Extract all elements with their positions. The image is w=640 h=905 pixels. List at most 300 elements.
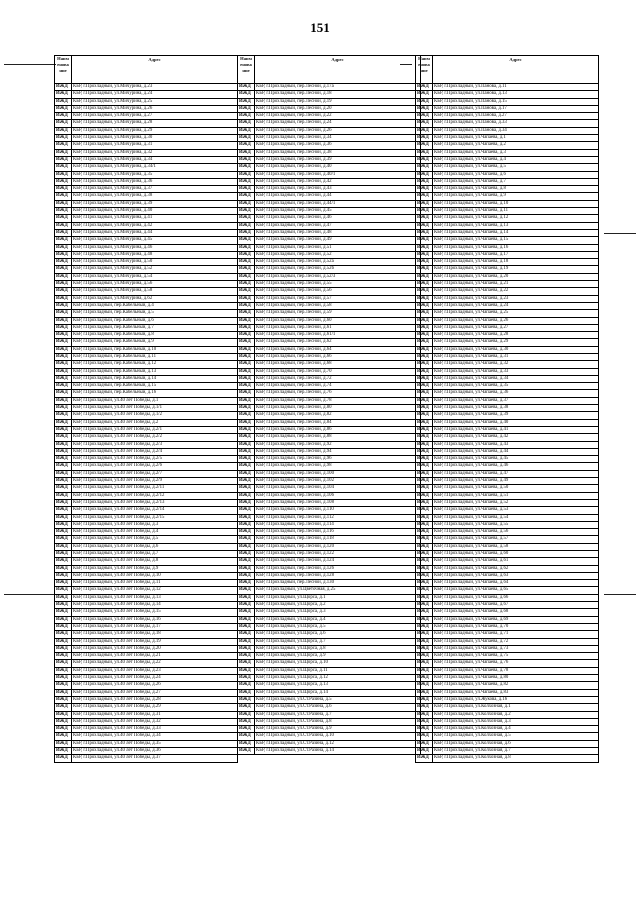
object-type-cell: ИЖД <box>416 273 433 280</box>
address-cell: КБР, г.Прохладный, ул.Чапаева, д.35 <box>433 383 599 390</box>
object-type-cell: ИЖД <box>238 514 255 521</box>
object-type-cell: ИЖД <box>238 135 255 142</box>
table-row <box>416 383 599 390</box>
object-type-cell: ИЖД <box>55 339 72 346</box>
address-cell: КБР, г.Прохладный, пер.Лесной, д.36 <box>255 142 421 149</box>
table-row <box>416 478 599 485</box>
address-cell: КБР, г.Прохладный, пер.Кабельный, д.6 <box>72 317 238 324</box>
address-cell: КБР, г.Прохладный, ул.Чапаева, д.67 <box>433 602 599 609</box>
table-row <box>238 441 421 448</box>
object-type-cell: ИЖД <box>238 587 255 594</box>
object-type-cell: ИЖД <box>416 412 433 419</box>
object-type-cell: ИЖД <box>55 551 72 558</box>
object-type-cell: ИЖД <box>238 492 255 499</box>
address-cell: КБР, г.Прохладный, пер.Лесной, д.52а <box>255 259 421 266</box>
object-type-cell: ИЖД <box>238 178 255 185</box>
table-row <box>416 492 599 499</box>
table-row <box>55 485 238 492</box>
object-type-cell: ИЖД <box>238 572 255 579</box>
table-row <box>55 295 238 302</box>
table-row <box>416 499 599 506</box>
object-type-cell: ИЖД <box>238 142 255 149</box>
table-row <box>416 521 599 528</box>
table-row <box>416 171 599 178</box>
address-cell: КБР, г.Прохладный, ул.40 лет Победы, д.15 <box>72 609 238 616</box>
table-row <box>238 623 421 630</box>
table-row <box>55 660 238 667</box>
table-row <box>55 390 238 397</box>
table-row <box>55 572 238 579</box>
object-type-cell: ИЖД <box>55 332 72 339</box>
object-type-cell: ИЖД <box>238 602 255 609</box>
address-cell: КБР, г.Прохладный, пер.Лесной, д.74 <box>255 383 421 390</box>
object-type-cell: ИЖД <box>416 339 433 346</box>
table-row <box>55 113 238 120</box>
object-type-cell: ИЖД <box>238 310 255 317</box>
table-row <box>55 492 238 499</box>
object-type-cell: ИЖД <box>55 178 72 185</box>
table-row <box>238 164 421 171</box>
object-type-cell: ИЖД <box>55 594 72 601</box>
table-row <box>55 718 238 725</box>
address-cell: КБР, г.Прохладный, пер.Кабельный, д.13 <box>72 368 238 375</box>
table-row <box>238 602 421 609</box>
address-tables <box>54 55 626 871</box>
address-cell: КБР, г.Прохладный, ул.40 лет Победы, д.26 <box>72 682 238 689</box>
address-cell: КБР, г.Прохладный, ул.40 лет Победы, д.2/14 <box>72 507 238 514</box>
table-row <box>416 266 599 273</box>
address-cell: КБР, г.Прохладный, ул.Чапаева, д.76 <box>433 660 599 667</box>
table-row <box>55 507 238 514</box>
table-row <box>55 186 238 193</box>
table-row <box>55 164 238 171</box>
object-type-cell: ИЖД <box>416 135 433 142</box>
table-row <box>416 536 599 543</box>
address-cell: КБР, г.Прохладный, ул.40 лет Победы, д.35 <box>72 740 238 747</box>
object-type-cell: ИЖД <box>416 623 433 630</box>
address-cell: КБР, г.Прохладный, пер.Лесной, д.130 <box>255 580 421 587</box>
address-cell: КБР, г.Прохладный, пер.Лесной, д.82 <box>255 412 421 419</box>
table-row <box>238 558 421 565</box>
table-row <box>416 463 599 470</box>
table-row <box>55 434 238 441</box>
table-row <box>416 178 599 185</box>
object-type-cell: ИЖД <box>55 273 72 280</box>
table-row <box>238 156 421 163</box>
address-cell: КБР, г.Прохладный, ул.Чапаева, д.3 <box>433 149 599 156</box>
table-row <box>238 288 421 295</box>
table-row <box>416 193 599 200</box>
table-row <box>238 215 421 222</box>
table-row <box>416 602 599 609</box>
address-cell: КБР, г.Прохладный, ул.Чапаева, д.33 <box>433 368 599 375</box>
table-row <box>55 594 238 601</box>
object-type-cell: ИЖД <box>238 346 255 353</box>
table-row <box>416 237 599 244</box>
table-row <box>416 711 599 718</box>
object-type-cell: ИЖД <box>416 536 433 543</box>
object-type-cell: ИЖД <box>238 653 255 660</box>
address-cell: КБР, г.Прохладный, ул.Чапаева, д.18 <box>433 259 599 266</box>
table-header-row <box>238 56 421 84</box>
object-type-cell: ИЖД <box>55 696 72 703</box>
table-row <box>416 259 599 266</box>
table-row <box>416 310 599 317</box>
address-cell: КБР, г.Прохладный, ул.Чапаева, д.38 <box>433 405 599 412</box>
address-cell: КБР, г.Прохладный, ул.40 лет Победы, д.2/13 <box>72 499 238 506</box>
address-cell: КБР, г.Прохладный, ул.Чапаева, д.60 <box>433 551 599 558</box>
object-type-cell: ИЖД <box>238 623 255 630</box>
table-row <box>55 237 238 244</box>
address-cell: КБР, г.Прохладный, ул.Чапаева, д.1 <box>433 135 599 142</box>
address-cell: КБР, г.Прохладный, ул.Мичурина, д.50 <box>72 259 238 266</box>
address-cell: КБР, г.Прохладный, ул.Чапаева, д.55 <box>433 521 599 528</box>
table-row <box>416 135 599 142</box>
object-type-cell: ИЖД <box>416 259 433 266</box>
object-type-cell: ИЖД <box>55 499 72 506</box>
name-column-header: Наим енова ние <box>55 56 72 84</box>
object-type-cell: ИЖД <box>55 580 72 587</box>
table-row <box>55 558 238 565</box>
object-type-cell: ИЖД <box>416 105 433 112</box>
object-type-cell: ИЖД <box>55 740 72 747</box>
object-type-cell: ИЖД <box>238 448 255 455</box>
address-cell: КБР, г.Прохладный, ул.Ст.Разина, д.12 <box>255 740 421 747</box>
address-cell: КБР, г.Прохладный, пер.Лесной, д.86 <box>255 426 421 433</box>
object-type-cell: ИЖД <box>238 456 255 463</box>
object-type-cell: ИЖД <box>55 310 72 317</box>
address-cell: КБР, г.Прохладный, пер.Лесной, д.49 <box>255 237 421 244</box>
table-row <box>55 91 238 98</box>
table-row <box>55 653 238 660</box>
table-row <box>416 113 599 120</box>
object-type-cell: ИЖД <box>238 551 255 558</box>
address-cell: КБР, г.Прохладный, ул.40 лет Победы, д.2/4 <box>72 448 238 455</box>
address-cell: КБР, г.Прохладный, пер.Лесной, д.24 <box>255 120 421 127</box>
object-type-cell: ИЖД <box>416 237 433 244</box>
table-row <box>55 200 238 207</box>
address-cell: КБР, г.Прохладный, ул.Чапаева, д.25 <box>433 310 599 317</box>
address-cell: КБР, г.Прохладный, ул.Чапаева, д.72 <box>433 638 599 645</box>
table-row <box>416 120 599 127</box>
table-row <box>416 426 599 433</box>
address-cell: КБР, г.Прохладный, пер.Кабельный, д.10 <box>72 346 238 353</box>
table-row <box>416 609 599 616</box>
address-cell: КБР, г.Прохладный, ул.Мичурина, д.39 <box>72 200 238 207</box>
address-cell: КБР, г.Прохладный, ул.Чапаева, д.40 <box>433 419 599 426</box>
address-cell: КБР, г.Прохладный, пер.Лесной, д.51 <box>255 244 421 251</box>
address-cell: КБР, г.Прохладный, ул.40 лет Победы, д.1/1 <box>72 405 238 412</box>
table-row <box>238 740 421 747</box>
object-type-cell: ИЖД <box>238 273 255 280</box>
object-type-cell: ИЖД <box>238 332 255 339</box>
object-type-cell: ИЖД <box>238 405 255 412</box>
object-type-cell: ИЖД <box>238 375 255 382</box>
address-cell: КБР, г.Прохладный, ул.Чапаева, д.47 <box>433 470 599 477</box>
address-cell: КБР, г.Прохладный, ул.40 лет Победы, д.28 <box>72 696 238 703</box>
table-row <box>238 631 421 638</box>
table-header-row <box>416 56 599 84</box>
object-type-cell: ИЖД <box>416 755 433 762</box>
object-type-cell: ИЖД <box>55 441 72 448</box>
address-cell: КБР, г.Прохладный, ул.Чапаева, д.22 <box>433 288 599 295</box>
address-cell: КБР, г.Прохладный, ул.Чапаева, д.71 <box>433 631 599 638</box>
table-row <box>55 120 238 127</box>
table-row <box>238 222 421 229</box>
table-row <box>55 470 238 477</box>
object-type-cell: ИЖД <box>238 565 255 572</box>
table-row <box>55 565 238 572</box>
table-row <box>238 733 421 740</box>
object-type-cell: ИЖД <box>55 317 72 324</box>
object-type-cell: ИЖД <box>238 91 255 98</box>
address-cell: КБР, г.Прохладный, ул.Колхозная, д.6 <box>433 740 599 747</box>
name-column-header: Наим енова ние <box>416 56 433 84</box>
table-row <box>416 229 599 236</box>
object-type-cell: ИЖД <box>416 602 433 609</box>
object-type-cell: ИЖД <box>238 609 255 616</box>
address-cell: КБР, г.Прохладный, ул.Чапаева, д.30 <box>433 346 599 353</box>
address-cell: КБР, г.Прохладный, пер.Лесной, д.68 <box>255 361 421 368</box>
address-cell: КБР, г.Прохладный, пер.Лесной, д.118 <box>255 536 421 543</box>
address-cell: КБР, г.Прохладный, ул.Ст.Разина, д.5 <box>255 696 421 703</box>
table-row <box>55 98 238 105</box>
table-row <box>238 675 421 682</box>
table-row <box>416 748 599 755</box>
object-type-cell: ИЖД <box>416 361 433 368</box>
address-cell: КБР, г.Прохладный, ул.40 лет Победы, д.18 <box>72 631 238 638</box>
address-cell: КБР, г.Прохладный, ул.Мичурина, д.24 <box>72 91 238 98</box>
address-cell: КБР, г.Прохладный, ул.Чапаева, д.5 <box>433 164 599 171</box>
address-cell: КБР, г.Прохладный, ул.Чапаева, д.14 <box>433 229 599 236</box>
address-cell: КБР, г.Прохладный, ул.Чапаева, д.56 <box>433 529 599 536</box>
table-row <box>238 551 421 558</box>
table-row <box>416 572 599 579</box>
table-row <box>55 368 238 375</box>
object-type-cell: ИЖД <box>238 288 255 295</box>
table-row <box>55 405 238 412</box>
address-cell: КБР, г.Прохладный, ул.Чапаева, д.80 <box>433 675 599 682</box>
address-cell: КБР, г.Прохладный, ул.40 лет Победы, д.34 <box>72 733 238 740</box>
table-row <box>238 682 421 689</box>
table-row <box>238 339 421 346</box>
table-row <box>416 434 599 441</box>
table-row <box>416 324 599 331</box>
object-type-cell: ИЖД <box>416 543 433 550</box>
object-type-cell: ИЖД <box>55 127 72 134</box>
table-row <box>55 222 238 229</box>
address-cell: КБР, г.Прохладный, пер.Лесной, д.94 <box>255 448 421 455</box>
table-row <box>416 623 599 630</box>
address-cell: КБР, г.Прохладный, ул.Чапаева, д.10 <box>433 200 599 207</box>
object-type-cell: ИЖД <box>55 507 72 514</box>
table-row <box>416 755 599 762</box>
address-cell: КБР, г.Прохладный, ул.40 лет Победы, д.13 <box>72 594 238 601</box>
table-row <box>238 689 421 696</box>
object-type-cell: ИЖД <box>416 208 433 215</box>
address-cell: КБР, г.Прохладный, пер.Кабельный, д.11 <box>72 353 238 360</box>
object-type-cell: ИЖД <box>55 324 72 331</box>
object-type-cell: ИЖД <box>55 718 72 725</box>
table-row <box>238 84 421 91</box>
object-type-cell: ИЖД <box>238 113 255 120</box>
table-row <box>238 470 421 477</box>
object-type-cell: ИЖД <box>416 441 433 448</box>
address-cell: КБР, г.Прохладный, ул.Мичурина, д.23 <box>72 84 238 91</box>
object-type-cell: ИЖД <box>238 186 255 193</box>
address-column-header: Адрес <box>433 56 599 84</box>
table-row <box>55 419 238 426</box>
table-row <box>416 580 599 587</box>
object-type-cell: ИЖД <box>55 456 72 463</box>
address-cell: КБР, г.Прохладный, пер.Кабельный, д.15 <box>72 383 238 390</box>
object-type-cell: ИЖД <box>416 127 433 134</box>
object-type-cell: ИЖД <box>55 565 72 572</box>
table-row <box>238 324 421 331</box>
table-row <box>55 281 238 288</box>
table-row <box>238 127 421 134</box>
address-cell: КБР, г.Прохладный, пер.Лесной, д.110 <box>255 507 421 514</box>
table-row <box>238 499 421 506</box>
address-cell: КБР, г.Прохладный, ул.Панова, д.17 <box>433 105 599 112</box>
object-type-cell: ИЖД <box>416 521 433 528</box>
object-type-cell: ИЖД <box>55 492 72 499</box>
address-cell: КБР, г.Прохладный, ул.40 лет Победы, д.23 <box>72 667 238 674</box>
object-type-cell: ИЖД <box>55 193 72 200</box>
object-type-cell: ИЖД <box>238 660 255 667</box>
object-type-cell: ИЖД <box>416 507 433 514</box>
address-cell: КБР, г.Прохладный, ул.40 лет Победы, д.21 <box>72 653 238 660</box>
table-row <box>238 361 421 368</box>
object-type-cell: ИЖД <box>55 375 72 382</box>
table-row <box>55 127 238 134</box>
object-type-cell: ИЖД <box>416 375 433 382</box>
address-cell: КБР, г.Прохладный, пер.Лесной, д.60 <box>255 317 421 324</box>
object-type-cell: ИЖД <box>55 478 72 485</box>
address-cell: КБР, г.Прохладный, ул.Чапаева, д.65 <box>433 587 599 594</box>
address-cell: КБР, г.Прохладный, ул.40 лет Победы, д.33 <box>72 726 238 733</box>
address-cell: КБР, г.Прохладный, ул.Чапаева, д.28 <box>433 332 599 339</box>
address-cell: КБР, г.Прохладный, ул.Чапаева, д.78 <box>433 667 599 674</box>
table-row <box>238 346 421 353</box>
object-type-cell: ИЖД <box>55 653 72 660</box>
address-cell: КБР, г.Прохладный, ул.Чапаева, д.13 <box>433 222 599 229</box>
table-row <box>238 302 421 309</box>
object-type-cell: ИЖД <box>55 237 72 244</box>
address-cell: КБР, г.Прохладный, ул.Ст.Разина, д.8 <box>255 718 421 725</box>
table-row <box>55 346 238 353</box>
address-cell: КБР, г.Прохладный, пер.Лесной, д.55 <box>255 281 421 288</box>
address-cell: КБР, г.Прохладный, ул.40 лет Победы, д.1/2 <box>72 412 238 419</box>
table-row <box>416 222 599 229</box>
table-row <box>55 397 238 404</box>
table-row <box>238 507 421 514</box>
table-row <box>416 740 599 747</box>
address-cell: КБР, г.Прохладный, пер.Лесной, д.26 <box>255 127 421 134</box>
address-cell: КБР, г.Прохладный, ул.Колхозная, д.2 <box>433 711 599 718</box>
table-row <box>416 186 599 193</box>
table-row <box>416 558 599 565</box>
table-row <box>238 105 421 112</box>
table-row <box>416 142 599 149</box>
table-row <box>238 645 421 652</box>
object-type-cell: ИЖД <box>55 215 72 222</box>
table-row <box>55 302 238 309</box>
address-cell: КБР, г.Прохладный, ул.Мичурина, д.30 <box>72 135 238 142</box>
table-row <box>238 572 421 579</box>
address-cell: КБР, г.Прохладный, ул.Ст.Разина, д.9 <box>255 726 421 733</box>
object-type-cell: ИЖД <box>55 244 72 251</box>
table-row <box>55 675 238 682</box>
address-cell: КБР, г.Прохладный, ул.Чапаева, д.31 <box>433 353 599 360</box>
table-row <box>238 521 421 528</box>
object-type-cell: ИЖД <box>238 507 255 514</box>
address-cell: КБР, г.Прохладный, ул.Чапаева, д.6 <box>433 171 599 178</box>
address-cell: КБР, г.Прохладный, ул.40 лет Победы, д.3 <box>72 521 238 528</box>
table-row <box>416 638 599 645</box>
table-row <box>416 675 599 682</box>
table-row <box>416 288 599 295</box>
address-cell: КБР, г.Прохладный, пер.Лесной, д.80 <box>255 405 421 412</box>
address-cell: КБР, г.Прохладный, пер.Лесной, д.39 <box>255 156 421 163</box>
object-type-cell: ИЖД <box>416 514 433 521</box>
address-cell: КБР, г.Прохладный, ул.Чапаева, д.57 <box>433 536 599 543</box>
object-type-cell: ИЖД <box>55 397 72 404</box>
object-type-cell: ИЖД <box>55 529 72 536</box>
address-cell: КБР, г.Прохладный, пер.Лесной, д.40 <box>255 164 421 171</box>
object-type-cell: ИЖД <box>416 492 433 499</box>
table-row <box>55 149 238 156</box>
address-cell: КБР, г.Прохладный, ул.Чапаева, д.4 <box>433 156 599 163</box>
table-row <box>238 580 421 587</box>
address-cell: КБР, г.Прохладный, пер.Лесной, д.46 <box>255 215 421 222</box>
table-row <box>55 244 238 251</box>
object-type-cell: ИЖД <box>55 251 72 258</box>
address-cell: КБР, г.Прохладный, пер.Лесной, д.43 <box>255 186 421 193</box>
address-cell: КБР, г.Прохладный, ул.40 лет Победы, д.29 <box>72 704 238 711</box>
address-cell: КБР, г.Прохладный, ул.Чапаева, д.34 <box>433 375 599 382</box>
object-type-cell: ИЖД <box>55 638 72 645</box>
table-row <box>238 273 421 280</box>
object-type-cell: ИЖД <box>238 616 255 623</box>
table-row <box>238 383 421 390</box>
table-row <box>55 733 238 740</box>
address-cell: КБР, г.Прохладный, пер.Лесной, д.98 <box>255 463 421 470</box>
table-row <box>416 208 599 215</box>
object-type-cell: ИЖД <box>238 412 255 419</box>
table-row <box>238 529 421 536</box>
address-cell: КБР, г.Прохладный, ул.Чапаева, д.15 <box>433 237 599 244</box>
object-type-cell: ИЖД <box>55 171 72 178</box>
object-type-cell: ИЖД <box>238 426 255 433</box>
table-row <box>55 412 238 419</box>
table-row <box>238 91 421 98</box>
address-cell: КБР, г.Прохладный, ул.Чапаева, д.58 <box>433 543 599 550</box>
table-row <box>238 193 421 200</box>
table-body <box>416 84 599 763</box>
object-type-cell: ИЖД <box>416 572 433 579</box>
address-cell: КБР, г.Прохладный, ул.Мичурина, д.27 <box>72 113 238 120</box>
object-type-cell: ИЖД <box>416 638 433 645</box>
address-cell: КБР, г.Прохладный, пер.Лесной, д.40/1 <box>255 171 421 178</box>
table-row <box>238 412 421 419</box>
table-row <box>238 514 421 521</box>
table-row <box>416 726 599 733</box>
table-row <box>416 718 599 725</box>
object-type-cell: ИЖД <box>416 113 433 120</box>
address-cell: КБР, г.Прохладный, ул.40 лет Победы, д.19 <box>72 638 238 645</box>
table-row <box>55 704 238 711</box>
